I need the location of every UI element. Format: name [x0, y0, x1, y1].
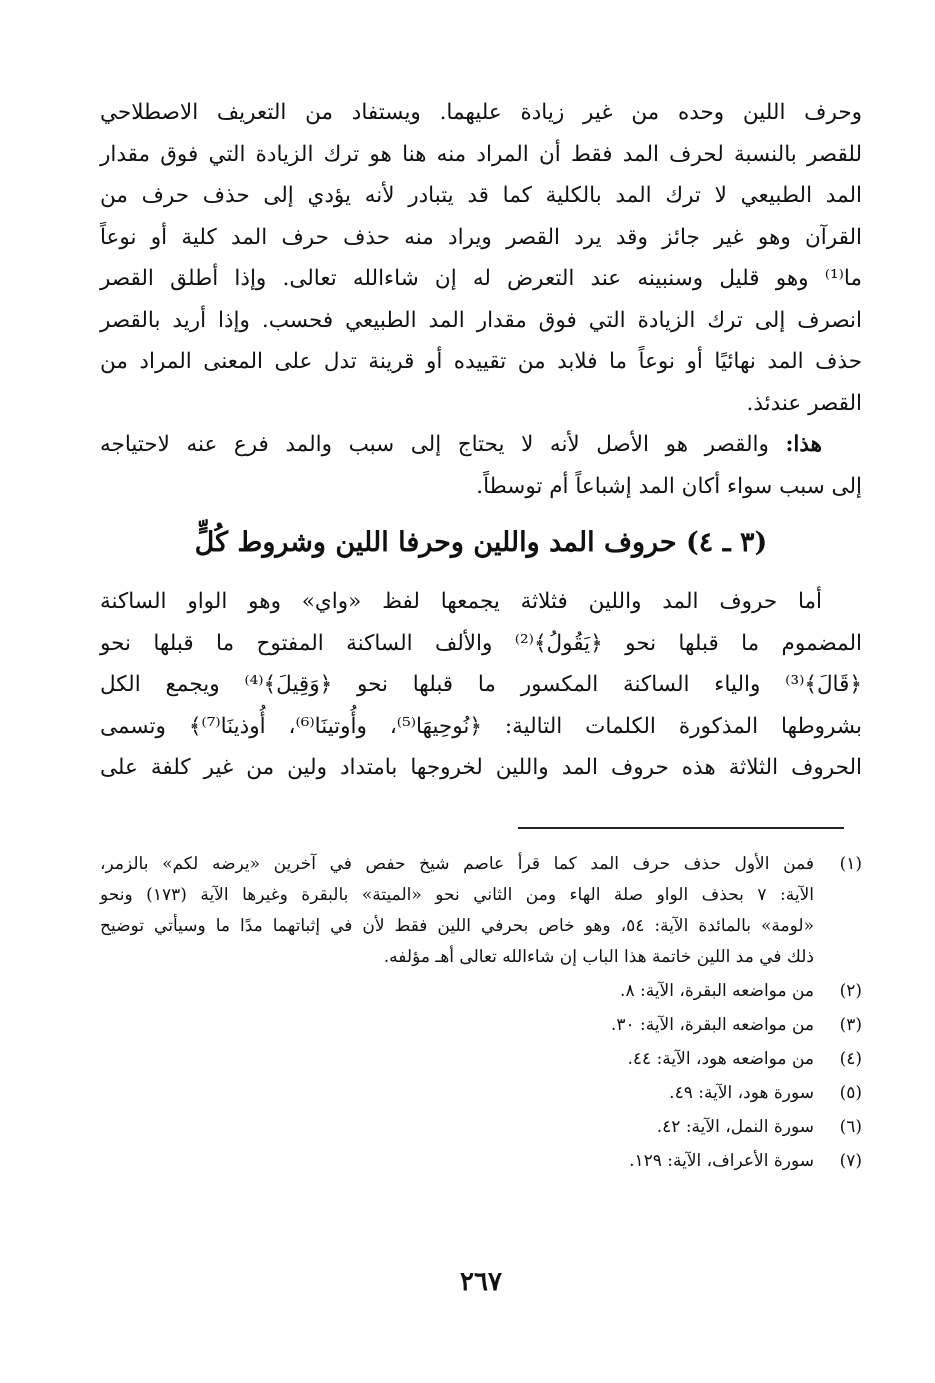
- footnote-line: من مواضعه البقرة، الآية: ٣٠.: [610, 1015, 814, 1035]
- footnote-line: سورة الأعراف، الآية: ١٢٩.: [629, 1151, 814, 1171]
- footnote-number: (٥): [839, 1083, 862, 1103]
- section-heading: (٣ ـ ٤) حروف المد واللين وحرفا اللين وشروط كُلٍّ: [194, 527, 768, 558]
- footnote-line: فمن الأول حذف حرف المد كما قرأ عاصم شيخ حفص في آخرين «يرضه لكم» بالزمر،: [100, 854, 814, 874]
- footnote-4: [100, 1044, 862, 1075]
- footnote-1: [100, 849, 862, 973]
- book-page: [100, 92, 862, 1352]
- paragraph-1-line: القصر عندئذ.: [746, 390, 862, 416]
- footnote-line: الآية: ٧ بحذف الواو صلة الهاء ومن الثاني نحو «الميتة» بالبقرة وغيرها الآية (١٧٣) ونحو: [100, 885, 814, 905]
- paragraph-3-line: ﴿قَالَ﴾⁽³⁾ والياء الساكنة المكسور ما قبلها نحو ﴿وَقِيلَ﴾⁽⁴⁾ ويجمع الكل: [100, 672, 862, 697]
- footnote-3: [100, 1010, 862, 1041]
- page-number: ٢٦٧: [460, 1267, 502, 1297]
- footnote-6: [100, 1112, 862, 1143]
- paragraph-2-line: [100, 424, 862, 466]
- paragraph-1-line: وحرف اللين وحده من غير زيادة عليهما. ويستفاد من التعريف الاصطلاحي: [100, 100, 862, 125]
- footnote-text: [100, 1010, 814, 1041]
- paragraph-1-line: ما⁽¹⁾ وهو قليل وسنبينه عند التعرض له إن شاءالله تعالى. وإذا أطلق القصر: [100, 266, 862, 291]
- footnote-text: [100, 849, 814, 973]
- footnote-number: (١): [839, 854, 862, 874]
- footnote-line: سورة النمل، الآية: ٤٢.: [656, 1117, 814, 1137]
- footnote-text: [100, 1044, 814, 1075]
- paragraph-3-line: الحروف الثلاثة هذه حروف المد واللين لخروجها بامتداد ولين من غير كلفة على: [100, 755, 862, 780]
- footnote-line: ذلك في مد اللين خاتمة هذا الباب إن شاءالله تعالى أهـ مؤلفه.: [383, 947, 814, 967]
- footnote-number: (٦): [839, 1117, 862, 1137]
- paragraph-3-line: المضموم ما قبلها نحو ﴿يَقُولُ﴾⁽²⁾ والألف الساكنة المفتوح ما قبلها نحو: [100, 630, 862, 656]
- paragraph-2-line: إلى سبب سواء أكان المد إشباعاً أم توسطاً.: [476, 473, 862, 499]
- paragraph-3: [100, 581, 862, 789]
- footnotes: [100, 849, 862, 1177]
- footnote-text: [100, 976, 814, 1007]
- footnote-number: (٧): [839, 1151, 862, 1171]
- paragraph-3-line: أما حروف المد واللين فثلاثة يجمعها لفظ «واي» وهو الواو الساكنة: [100, 589, 822, 614]
- footnote-number: (٢): [839, 981, 862, 1001]
- paragraph-1-line: حذف المد نهائيًا أو نوعاً ما فلابد من تقييده أو قرينة تدل على المعنى المراد من: [100, 349, 862, 374]
- paragraph-1-line: انصرف إلى ترك الزيادة التي فوق مقدار المد الطبيعي فحسب. وإذا أريد بالقصر: [100, 307, 862, 333]
- paragraph-1: [100, 92, 862, 424]
- footnote-text: [100, 1146, 814, 1177]
- footnote-2: [100, 976, 862, 1007]
- footnote-7: [100, 1146, 862, 1177]
- paragraph-2: [100, 424, 862, 507]
- footnote-line: سورة هود، الآية: ٤٩.: [669, 1083, 814, 1103]
- footnote-line: «لومة» بالمائدة الآية: ٥٤، وهو خاص بحرفي اللين فقط لأن في إثباتهما مدًا ما وسيأتي توضيح: [100, 916, 814, 936]
- footnote-line: من مواضعه البقرة، الآية: ٨.: [620, 981, 814, 1001]
- footnote-line: من مواضعه هود، الآية: ٤٤.: [627, 1049, 814, 1069]
- paragraph-1-line: المد الطبيعي لا ترك المد بالكلية كما قد يتبادر لأنه يؤدي إلى حذف حرف من: [100, 183, 862, 208]
- paragraph-1-line: القرآن وهو غير جائز وقد يرد القصر ويراد منه حذف حرف المد كلية أو نوعاً: [100, 224, 862, 250]
- footnote-number: (٣): [839, 1015, 862, 1035]
- footnote-text: [100, 1112, 814, 1143]
- footnote-text: [100, 1078, 814, 1109]
- paragraph-1-line: للقصر بالنسبة لحرف المد فقط أن المراد منه هنا هو ترك الزيادة التي فوق مقدار: [100, 141, 862, 167]
- footnote-number: (٤): [839, 1049, 862, 1069]
- footnote-5: [100, 1078, 862, 1109]
- paragraph-2-text: والقصر هو الأصل لأنه لا يحتاج إلى سبب والمد فرع عنه لاحتياجه: [100, 432, 769, 457]
- paragraph-2-lead: هذا:: [785, 432, 822, 457]
- footnote-separator: [518, 827, 844, 829]
- paragraph-3-line: بشروطها المذكورة الكلمات التالية: ﴿نُوحِيهَا⁽⁵⁾، وأُوتينَا⁽⁶⁾، أُوذينَا⁽⁷⁾﴾ وتسمى: [100, 713, 862, 739]
